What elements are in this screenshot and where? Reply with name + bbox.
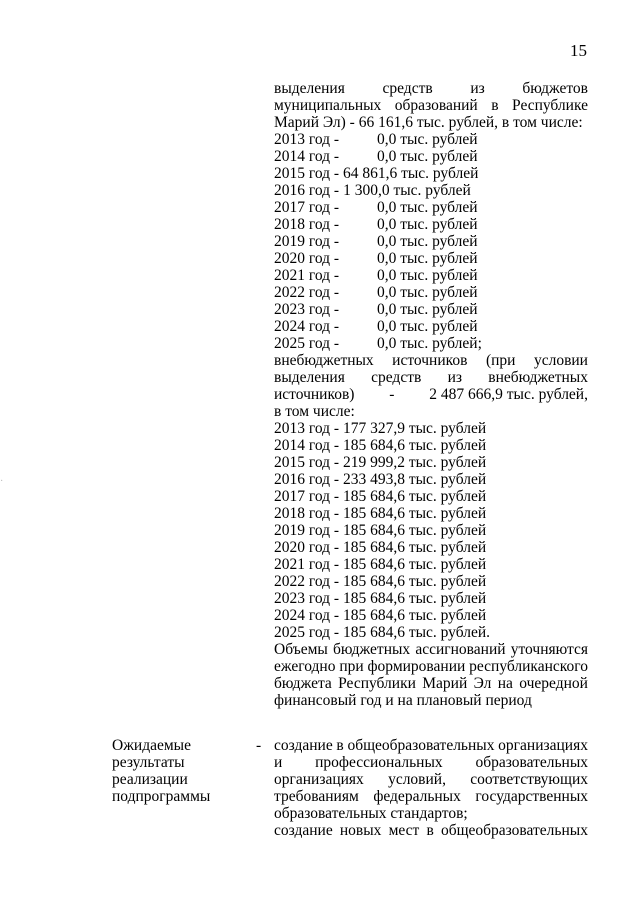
appropriations-note-last-line: финансовый год и на плановый период bbox=[274, 692, 532, 709]
text-line bbox=[274, 80, 588, 97]
year-amount: 0,0 тыс. рублей bbox=[377, 301, 478, 318]
expected-line bbox=[274, 822, 588, 839]
text-line bbox=[274, 658, 588, 675]
word: общеобразовательных bbox=[440, 822, 588, 839]
word: средств bbox=[382, 80, 433, 97]
year-row bbox=[274, 165, 588, 182]
word: Объемы bbox=[274, 641, 328, 658]
word: уточняются bbox=[510, 641, 588, 658]
year-amount: 0,0 тыс. рублей bbox=[377, 250, 478, 267]
word: создание bbox=[274, 822, 333, 839]
word: внебюджетных bbox=[274, 352, 374, 369]
year-label: 2022 год - bbox=[274, 284, 340, 301]
year-row bbox=[274, 199, 588, 216]
year-row: 2017 год - 185 684,6 тыс. рублей bbox=[274, 488, 487, 505]
page-number: 15 bbox=[570, 41, 587, 60]
municipal-funding-total: Марий Эл) - 66 161,6 тыс. рублей, в том числе: bbox=[274, 114, 583, 131]
year-row: 2023 год - 185 684,6 тыс. рублей bbox=[274, 590, 487, 607]
year-amount: 0,0 тыс. рублей bbox=[377, 267, 478, 284]
year-label: 2024 год - bbox=[274, 318, 340, 335]
year-label: 2016 год - bbox=[274, 182, 340, 199]
year-row: 2025 год - 185 684,6 тыс. рублей. bbox=[274, 624, 491, 641]
text-line bbox=[274, 386, 588, 403]
expected-results-lines bbox=[274, 737, 588, 805]
year-amount: 0,0 тыс. рублей; bbox=[377, 335, 482, 352]
municipal-year-list bbox=[274, 131, 588, 352]
word: на bbox=[497, 675, 513, 692]
word: Марий bbox=[422, 675, 468, 692]
word: Республики bbox=[338, 675, 416, 692]
word: источников bbox=[392, 352, 468, 369]
year-row bbox=[274, 216, 588, 233]
word: Эл bbox=[473, 675, 492, 692]
text-line bbox=[274, 369, 588, 386]
year-row bbox=[274, 148, 588, 165]
word: мест bbox=[388, 822, 420, 839]
word: - bbox=[389, 386, 395, 403]
word: организациях bbox=[498, 737, 588, 754]
year-row: 2015 год - 219 999,2 тыс. рублей bbox=[274, 454, 487, 471]
year-label: 2025 год - bbox=[274, 335, 340, 352]
word: и bbox=[274, 754, 283, 771]
year-row: 2016 год - 233 493,8 тыс. рублей bbox=[274, 471, 487, 488]
year-amount: 0,0 тыс. рублей bbox=[377, 233, 478, 250]
word: формировании bbox=[367, 658, 466, 675]
year-row: 2020 год - 185 684,6 тыс. рублей bbox=[274, 539, 487, 556]
year-row bbox=[274, 131, 588, 148]
word: выделения bbox=[274, 80, 345, 97]
year-row bbox=[274, 250, 588, 267]
year-row: 2024 год - 185 684,6 тыс. рублей bbox=[274, 607, 487, 624]
word: средств bbox=[371, 369, 422, 386]
scan-mark: · bbox=[0, 476, 4, 487]
text-line bbox=[274, 97, 588, 114]
word: условии bbox=[533, 352, 588, 369]
word: 2 487 666,9 тыс. рублей, bbox=[429, 386, 588, 403]
expected-results-text bbox=[274, 737, 588, 839]
year-label: 2018 год - bbox=[274, 216, 340, 233]
word: Республике bbox=[512, 97, 588, 114]
text-line bbox=[274, 675, 588, 692]
year-row: 2018 год - 185 684,6 тыс. рублей bbox=[274, 505, 487, 522]
municipal-funding-intro bbox=[274, 80, 588, 114]
expected-line bbox=[274, 737, 588, 754]
word: республиканского bbox=[469, 658, 588, 675]
year-row: 2014 год - 185 684,6 тыс. рублей bbox=[274, 437, 487, 454]
word: образований bbox=[394, 97, 478, 114]
word: источников) bbox=[274, 386, 355, 403]
word: профессиональных bbox=[315, 754, 443, 771]
word: из bbox=[470, 80, 485, 97]
year-amount: 0,0 тыс. рублей bbox=[377, 318, 478, 335]
year-row: 2019 год - 185 684,6 тыс. рублей bbox=[274, 522, 487, 539]
word: бюджетов bbox=[522, 80, 588, 97]
expected-line bbox=[274, 771, 588, 788]
word: муниципальных bbox=[274, 97, 382, 114]
year-row bbox=[274, 301, 588, 318]
year-label: 2020 год - bbox=[274, 250, 340, 267]
label-line: реализации bbox=[112, 771, 188, 788]
word: бюджета bbox=[274, 675, 332, 692]
funding-block bbox=[274, 80, 588, 709]
year-label: 2021 год - bbox=[274, 267, 340, 284]
year-row bbox=[274, 284, 588, 301]
year-label: 2019 год - bbox=[274, 233, 340, 250]
year-row bbox=[274, 318, 588, 335]
year-amount: 0,0 тыс. рублей bbox=[377, 131, 478, 148]
word: федеральных bbox=[373, 788, 461, 805]
word: ассигнований bbox=[415, 641, 506, 658]
expected-line bbox=[274, 754, 588, 771]
year-amount: 0,0 тыс. рублей bbox=[377, 216, 478, 233]
word: новых bbox=[339, 822, 382, 839]
year-label: 2015 год - 64 861,6 тыс. рублей bbox=[274, 165, 479, 182]
text-line bbox=[274, 352, 588, 369]
year-row bbox=[274, 335, 588, 352]
label-line: результаты bbox=[112, 754, 185, 771]
year-amount: 0,0 тыс. рублей bbox=[377, 199, 478, 216]
expected-results-label bbox=[112, 737, 252, 805]
word: очередной bbox=[519, 675, 588, 692]
year-row bbox=[274, 233, 588, 250]
extrabudget-including: в том числе: bbox=[274, 403, 355, 420]
year-amount: 0,0 тыс. рублей bbox=[377, 148, 478, 165]
expected-line: образовательных стандартов; bbox=[274, 805, 468, 822]
year-row: 2021 год - 185 684,6 тыс. рублей bbox=[274, 556, 487, 573]
label-dash: - bbox=[256, 737, 262, 754]
year-label: 2014 год - bbox=[274, 148, 340, 165]
word: соответствующих bbox=[470, 771, 588, 788]
word: внебюджетных bbox=[488, 369, 588, 386]
word: бюджетных bbox=[332, 641, 411, 658]
year-row bbox=[274, 267, 588, 284]
year-label: 2013 год - bbox=[274, 131, 340, 148]
word: создание bbox=[274, 737, 333, 754]
year-label: 2017 год - bbox=[274, 199, 340, 216]
word: (при bbox=[485, 352, 516, 369]
year-amount: 1 300,0 тыс. рублей bbox=[343, 182, 471, 199]
word: в bbox=[426, 822, 434, 839]
word: образовательных bbox=[475, 754, 588, 771]
text-line bbox=[274, 641, 588, 658]
word: общеобразовательных bbox=[347, 737, 495, 754]
year-row: 2013 год - 177 327,9 тыс. рублей bbox=[274, 420, 487, 437]
year-row bbox=[274, 182, 588, 199]
year-label: 2023 год - bbox=[274, 301, 340, 318]
word: условий, bbox=[388, 771, 446, 788]
appropriations-note bbox=[274, 641, 588, 692]
word: при bbox=[339, 658, 364, 675]
extrabudget-funding-intro bbox=[274, 352, 588, 403]
word: из bbox=[447, 369, 462, 386]
word: ежегодно bbox=[274, 658, 336, 675]
expected-line bbox=[274, 788, 588, 805]
year-row: 2022 год - 185 684,6 тыс. рублей bbox=[274, 573, 487, 590]
label-line: Ожидаемые bbox=[112, 737, 191, 754]
word: в bbox=[336, 737, 344, 754]
word: государственных bbox=[475, 788, 588, 805]
word: требованиям bbox=[274, 788, 359, 805]
word: в bbox=[491, 97, 499, 114]
label-line: подпрограммы bbox=[112, 788, 211, 805]
extrabudget-year-list bbox=[274, 420, 588, 641]
year-amount: 0,0 тыс. рублей bbox=[377, 284, 478, 301]
word: выделения bbox=[274, 369, 345, 386]
word: организациях bbox=[274, 771, 364, 788]
